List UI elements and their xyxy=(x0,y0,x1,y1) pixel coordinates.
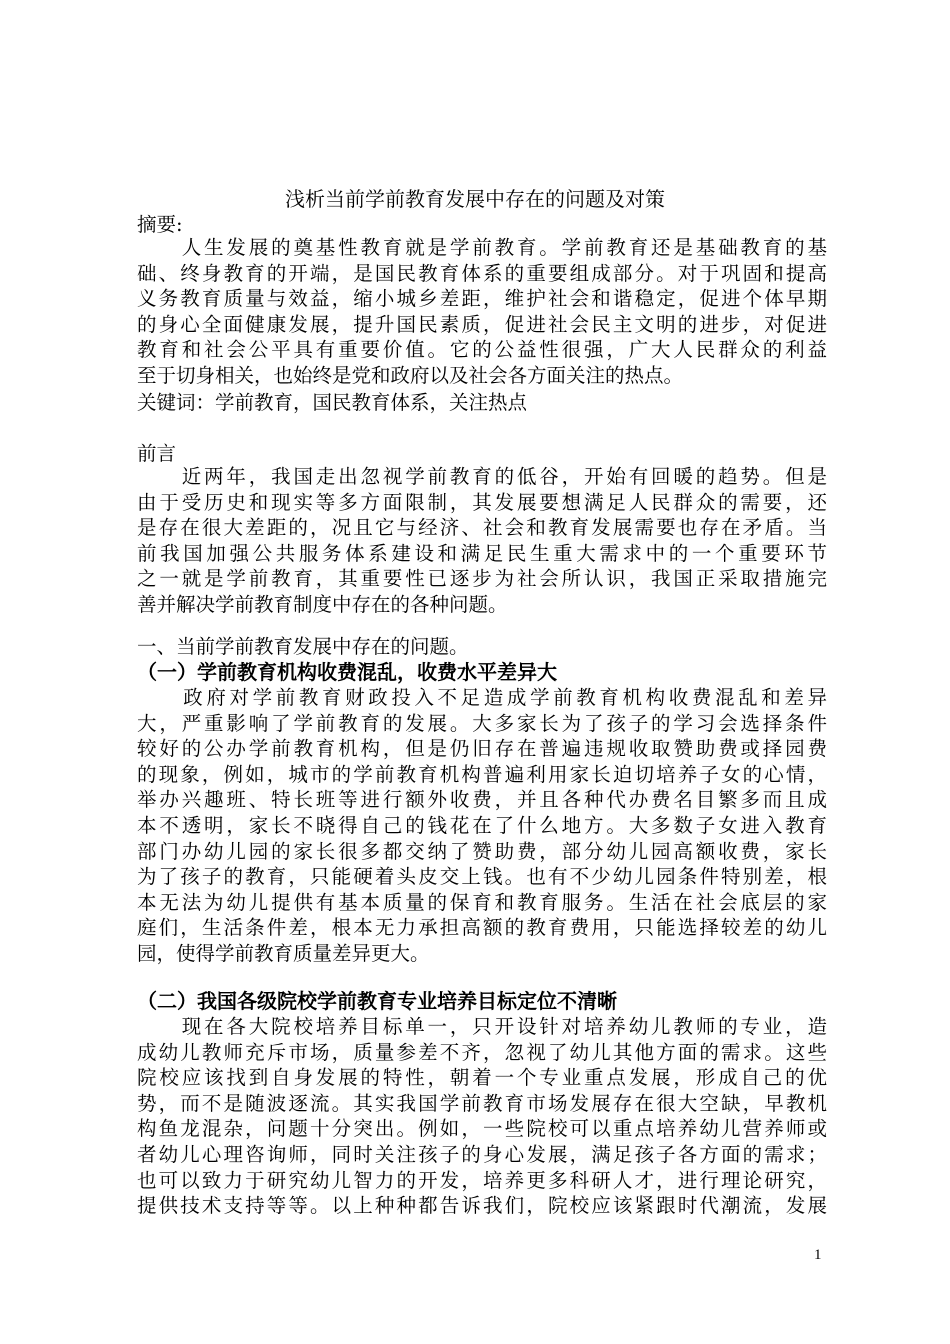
text-line: 至于切身相关，也始终是党和政府以及社会各方面关注的热点。 xyxy=(137,363,684,387)
text-line: 本无法为幼儿提供有基本质量的保育和教育服务。生活在社会底层的家 xyxy=(137,890,827,914)
text-line: 为了孩子的教育，只能硬着头皮交上钱。也有不少幼儿园条件特别差，根 xyxy=(137,865,827,889)
subsection-heading-1: （一）学前教育机构收费混乱，收费水平差异大 xyxy=(137,660,557,684)
document-title: 浅析当前学前教育发展中存在的问题及对策 xyxy=(285,187,665,211)
text-line: 较好的公办学前教育机构，但是仍旧存在普遍违规收取赞助费或择园费 xyxy=(137,737,827,761)
text-line: 由于受历史和现实等多方面限制，其发展要想满足人民群众的需要，还 xyxy=(137,490,827,514)
text-line: 本不透明，家长不晓得自己的钱花在了什么地方。大多数子女进入教育 xyxy=(137,813,827,837)
text-line: 也可以致力于研究幼儿智力的开发，培养更多科研人才，进行理论研究， xyxy=(137,1168,827,1192)
text-line: 院校应该找到自身发展的特性，朝着一个专业重点发展，形成自己的优 xyxy=(137,1066,827,1090)
subsection-1-paragraph xyxy=(137,685,827,967)
abstract-label: 摘要: xyxy=(137,213,183,236)
text-line: 善并解决学前教育制度中存在的各种问题。 xyxy=(137,592,508,616)
text-line: 政府对学前教育财政投入不足造成学前教育机构收费混乱和差异 xyxy=(137,686,827,709)
subsection-2-paragraph xyxy=(137,1014,827,1219)
subsection-heading-2: （二）我国各级院校学前教育专业培养目标定位不清晰 xyxy=(137,989,617,1013)
keywords-line: 关键词：学前教育，国民教育体系，关注热点 xyxy=(137,391,528,414)
text-line: 成幼儿教师充斥市场，质量参差不齐，忽视了幼儿其他方面的需求。这些 xyxy=(137,1040,827,1064)
text-line: 现在各大院校培养目标单一，只开设针对培养幼儿教师的专业，造 xyxy=(137,1015,827,1038)
text-line: 之一就是学前教育，其重要性已逐步为社会所认识，我国正采取措施完 xyxy=(137,567,827,591)
abstract-paragraph xyxy=(137,235,827,389)
text-line: 举办兴趣班、特长班等进行额外收费，并且各种代办费名目繁多而且成 xyxy=(137,788,827,812)
text-line: 者幼儿心理咨询师，同时关注孩子的身心发展，满足孩子各方面的需求； xyxy=(137,1142,827,1166)
text-line: 的现象，例如，城市的学前教育机构普遍利用家长迫切培养子女的心情， xyxy=(137,762,827,786)
page-number: 1 xyxy=(814,1247,822,1263)
text-line: 是存在很大差距的，况且它与经济、社会和教育发展需要也存在矛盾。当 xyxy=(137,516,827,540)
text-line: 庭们，生活条件差，根本无力承担高额的教育费用，只能选择较差的幼儿 xyxy=(137,916,827,940)
text-line: 构鱼龙混杂，问题十分突出。例如，一些院校可以重点培养幼儿营养师或 xyxy=(137,1117,827,1141)
text-line: 势，而不是随波逐流。其实我国学前教育市场发展存在很大空缺，早教机 xyxy=(137,1091,827,1115)
text-line: 人生发展的奠基性教育就是学前教育。学前教育还是基础教育的基 xyxy=(137,236,827,259)
preface-paragraph xyxy=(137,464,827,618)
text-line: 近两年，我国走出忽视学前教育的低谷，开始有回暖的趋势。但是 xyxy=(137,465,827,488)
text-line: 部门办幼儿园的家长很多都交纳了赞助费，部分幼儿园高额收费，家长 xyxy=(137,839,827,863)
text-line: 园，使得学前教育质量差异更大。 xyxy=(137,941,430,965)
text-line: 教育和社会公平具有重要价值。它的公益性很强，广大人民群众的利益 xyxy=(137,338,827,362)
section-heading: 一、当前学前教育发展中存在的问题。 xyxy=(137,635,469,658)
text-line: 前我国加强公共服务体系建设和满足民生重大需求中的一个重要环节 xyxy=(137,541,827,565)
text-line: 础、终身教育的开端，是国民教育体系的重要组成部分。对于巩固和提高 xyxy=(137,261,827,285)
preface-label: 前言 xyxy=(137,442,177,465)
text-line: 提供技术支持等等。以上种种都告诉我们，院校应该紧跟时代潮流，发展 xyxy=(137,1194,827,1218)
text-line: 义务教育质量与效益，缩小城乡差距，维护社会和谐稳定，促进个体早期 xyxy=(137,287,827,311)
text-line: 的身心全面健康发展，提升国民素质，促进社会民主文明的进步，对促进 xyxy=(137,312,827,336)
text-line: 大，严重影响了学前教育的发展。大多家长为了孩子的学习会选择条件 xyxy=(137,711,827,735)
